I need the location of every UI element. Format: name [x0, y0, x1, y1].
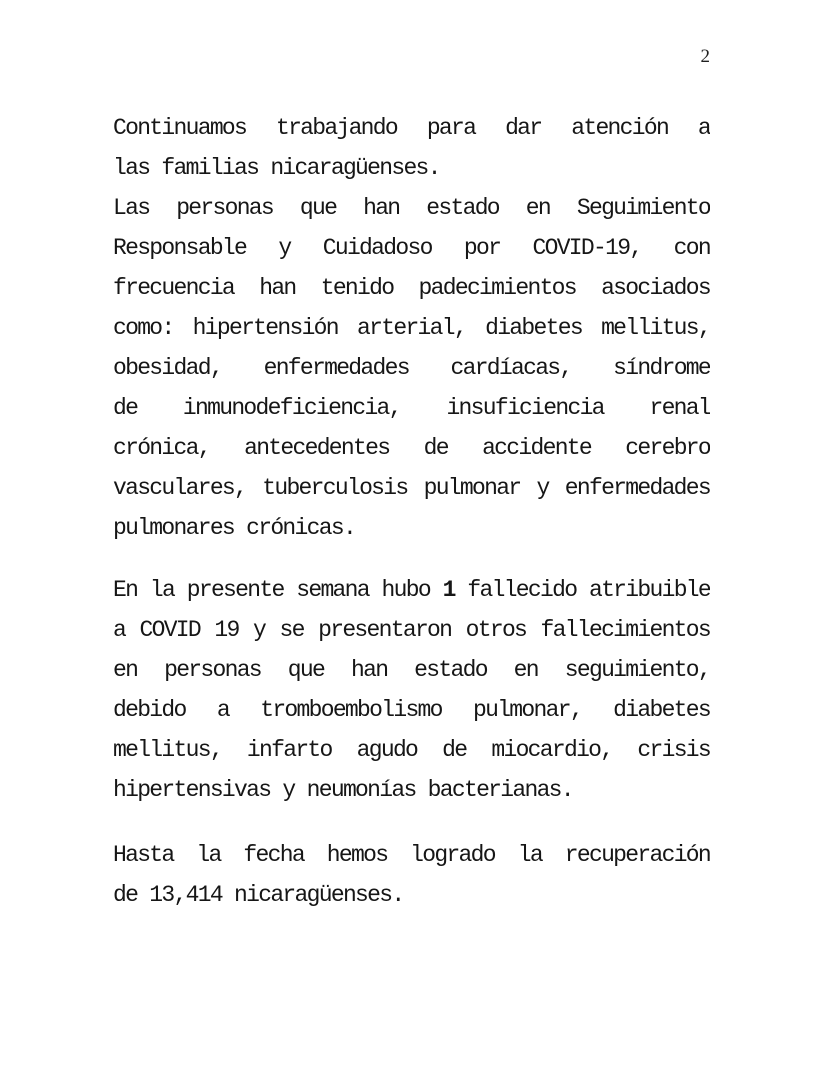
text-segment: crónica, antecedentes de accidente cerebro [113, 435, 710, 461]
text-segment: debido a tromboembolismo pulmonar, diabetes [113, 697, 710, 723]
text-segment: las familias nicaragüenses. [113, 155, 440, 181]
text-segment: Las personas que han estado en Seguimiento [113, 195, 710, 221]
text-line [113, 148, 710, 188]
text-line [113, 388, 710, 428]
text-line [113, 875, 710, 915]
text-line [113, 468, 710, 508]
text-line [113, 428, 710, 468]
bold-count: 1 [442, 577, 455, 603]
text-segment: de inmunodeficiencia, insuficiencia renal [113, 395, 710, 421]
text-line [113, 268, 710, 308]
text-line [113, 228, 710, 268]
paragraph [113, 835, 710, 915]
text-segment: Continuamos trabajando para dar atención a [113, 115, 710, 141]
body-text [113, 108, 710, 915]
page-number: 2 [700, 46, 710, 67]
text-segment: mellitus, infarto agudo de miocardio, crisis [113, 737, 710, 763]
text-segment: frecuencia han tenido padecimientos asociados [113, 275, 710, 301]
text-line [113, 508, 710, 548]
text-line [113, 308, 710, 348]
text-line [113, 570, 710, 610]
text-segment: obesidad, enfermedades cardíacas, síndrome [113, 355, 710, 381]
text-segment: como: hipertensión arterial, diabetes mellitus, [113, 315, 710, 341]
text-segment: pulmonares crónicas. [113, 515, 356, 541]
text-line [113, 835, 710, 875]
text-line [113, 610, 710, 650]
text-line [113, 770, 710, 810]
text-line [113, 348, 710, 388]
text-segment: Responsable y Cuidadoso por COVID-19, con [113, 235, 710, 261]
text-segment: hipertensivas y neumonías bacterianas. [113, 777, 573, 803]
text-segment: Hasta la fecha hemos logrado la recuperación [113, 842, 710, 868]
text-segment: fallecido atribuible [454, 577, 710, 603]
text-line [113, 650, 710, 690]
text-line [113, 188, 710, 228]
text-segment: vasculares, tuberculosis pulmonar y enfermedades [113, 475, 710, 501]
text-line [113, 690, 710, 730]
text-segment: de 13,414 nicaragüenses. [113, 882, 404, 908]
text-segment: a COVID 19 y se presentaron otros fallecimientos [113, 617, 710, 643]
text-line [113, 108, 710, 148]
paragraph [113, 108, 710, 188]
paragraph [113, 570, 710, 810]
text-segment: En la presente semana hubo [113, 577, 443, 603]
paragraph [113, 188, 710, 548]
text-line [113, 730, 710, 770]
text-segment: en personas que han estado en seguimiento, [113, 657, 710, 683]
